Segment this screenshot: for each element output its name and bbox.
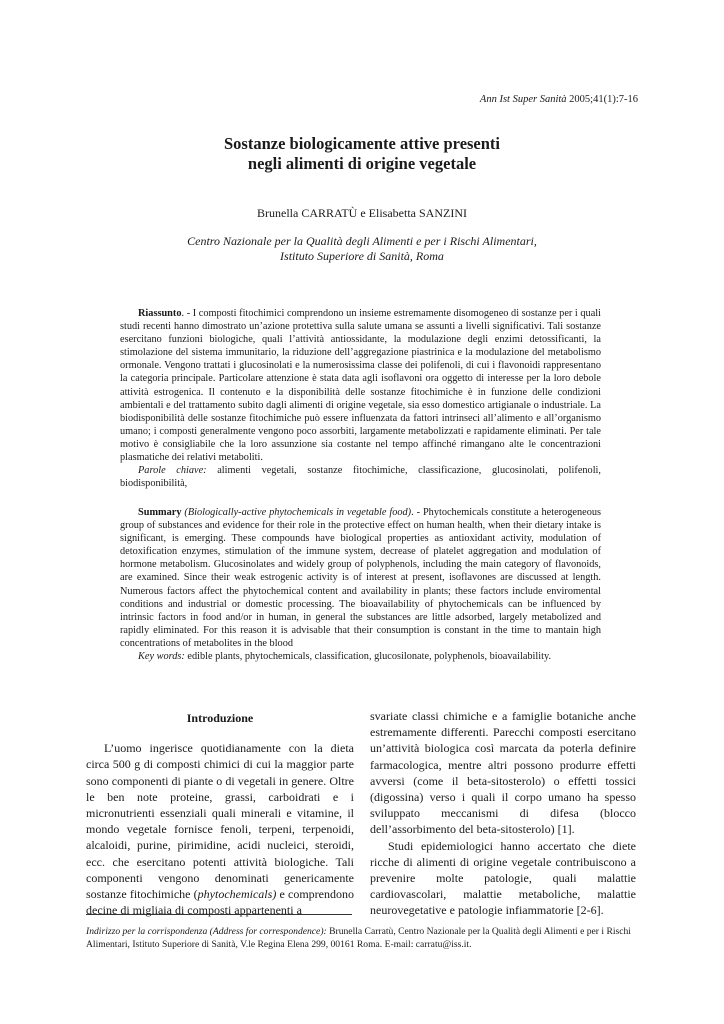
intro-p1-text-a: L’uomo ingerisce quotidianamente con la dieta circa 500 g di composti chimici di cui la maggior parte sono componenti di piante o di vegetali in genere. Oltre le ben note proteine, grassi, carboidrati e i micronutrienti essenziali quali minerali e vitamine, il mondo vegetale fornisce fenoli, terpeni, terpenoidi, alcaloidi, purine, pirimidine, acidi nucleici, steroidi, ecc. che esercitano potenti attività biologiche. Tali componenti vengono denominati genericamente sostanze fitochimiche (	[86, 741, 354, 902]
riassunto-block	[120, 307, 601, 490]
riassunto-label: Riassunto	[138, 308, 182, 319]
affiliation-line-2: Istituto Superiore di Sanità, Roma	[280, 249, 444, 263]
intro-paragraph-1	[86, 740, 354, 918]
intro-p1-italic: phytochemicals)	[197, 887, 277, 902]
footnote-label: Indirizzo per la corrispondenza (Address for correspondence):	[86, 926, 327, 937]
intro-paragraph-1-continued: svariate classi chimiche e a famiglie botaniche anche estremamente differenti. Parecchi composti esercitano un’attività biologica così marcata da poterla definire farmacologica, mentre altri possono produrre effetti avversi (come il beta-sitosterolo) o effetti tossici (digossina) verso i quali il corpo umano ha spesso sviluppato meccanismi di difesa (blocco dell’assorbimento del beta-sitosterolo) [1].	[370, 709, 636, 837]
citation-volume: 2005;41(1):7-16	[569, 94, 638, 105]
summary-block	[120, 506, 601, 663]
key-words-label: Key words:	[138, 651, 185, 663]
riassunto-paragraph	[120, 307, 601, 464]
intro-p1-text-b: e comprendono decine di migliaia di composti appartenenti a	[86, 887, 354, 918]
riassunto-keywords	[120, 464, 601, 490]
affiliation	[0, 234, 724, 264]
correspondence-footnote	[86, 926, 638, 951]
key-words-text: edible plants, phytochemicals, classification, glucosilonate, polyphenols, bioavailability.	[184, 651, 552, 663]
summary-keywords	[120, 650, 601, 663]
title-line-2: negli alimenti di origine vegetale	[247, 154, 477, 173]
journal-name: Ann Ist Super Sanità	[479, 94, 567, 105]
affiliation-line-1: Centro Nazionale per la Qualità degli Alimenti e per i Rischi Alimentari,	[187, 234, 537, 248]
section-heading-introduzione: Introduzione	[186, 711, 254, 725]
riassunto-text: . - I composti fitochimici comprendono un insieme estremamente disomogeneo di sostanze per i quali studi recenti hanno dimostrato un’azione protettiva sulla salute umana se assunti a livelli significativi. Tali sostanze esercitano funzioni biologiche, quali l’attività antiossidante, la modulazione degli enzimi detossificanti, la stimolazione del sistema immunitario, la riduzione dell’aggregazione piastrinica e la modulazione del metabolismo ormonale. Vengono trattati i glucosinolati e la numerosissima classe dei polifenoli, di cui i flavonoidi rappresentano la categoria principale. Particolare attenzione è stata data agli isoflavoni ora oggetto di interesse per la loro debole attività estrogenica. Il contenuto e la disponibilità delle sostanze fitochimiche è in funzione delle condizioni ambientali e del trattamento subito dagli alimenti di origine vegetale, sia esso domestico artigianale o industriale. La biodisponibilità delle sostanze fitochimiche può essere influenzata da fattori intrinseci all’alimento e all’organismo umano; i composti generalmente vengono poco assorbiti, largamente metabolizzati e rapidamente eliminati. Per tale motivo è consigliabile che la loro assunzione sia costante nel tempo affinché rimangano alte le concentrazioni plasmatiche dei relativi metaboliti.	[120, 308, 601, 464]
parole-chiave-text: alimenti vegetali, sostanze fitochimiche, classificazione, glucosinolati, polifenoli, biodisponibilità,	[120, 465, 601, 490]
summary-text: . - Phytochemicals constitute a heterogeneous group of substances and evidence for their role in the protective effect on human health, when their dietary intake is significant, is emerging. These compounds have biological properties as antioxidant activity, modulation of detoxification enzymes, stimulation of the immune system, decrease of platelet aggregation and modulation of hormone metabolism. Glucosinolates and widely group of polyphenols, including the main category of flavonoids, are examined. Since their weak estrogenic activity is of interest at present, isoflavones are discussed at length. Numerous factors affect the phytochemical content and availability in plants; these factors include enviromental conditions and industrial or domestic processing. The bioavailability of phytochemicals can be influenced by intrinsic factors in food and/or in human, in general the substances are little adsorbed, largely metabolized and rapidly eliminated. For this reason it is advisable that their consumption is constant in the time to mantain high concentrations of metabolites in the blood	[120, 507, 601, 649]
summary-title: (Biologically-active phytochemicals in vegetable food)	[181, 507, 412, 518]
intro-paragraph-2: Studi epidemiologici hanno accertato che diete ricche di alimenti di origine vegetale contribuiscono a prevenire molte patologie, quali malattie cardiovascolari, malattie metaboliche, malattie neurovegetative e patologie infiammatorie [2-6].	[370, 838, 636, 918]
title-line-1: Sostanze biologicamente attive presenti	[223, 134, 501, 153]
footnote-divider	[86, 914, 352, 915]
journal-citation	[480, 94, 638, 105]
authors: Brunella CARRATÙ e Elisabetta SANZINI	[257, 206, 467, 220]
summary-paragraph	[120, 506, 601, 650]
parole-chiave-label: Parole chiave:	[138, 465, 207, 477]
column-left	[86, 708, 354, 918]
article-title	[0, 134, 724, 174]
summary-label: Summary	[138, 507, 182, 518]
column-right	[370, 708, 636, 919]
footnote-text: Brunella Carratù, Centro Nazionale per la Qualità degli Alimenti e per i Rischi Alimentari, Istituto Superiore di Sanità, V.le Regina Elena 299, 00161 Roma. E-mail: carratu@iss.it.	[86, 926, 631, 950]
